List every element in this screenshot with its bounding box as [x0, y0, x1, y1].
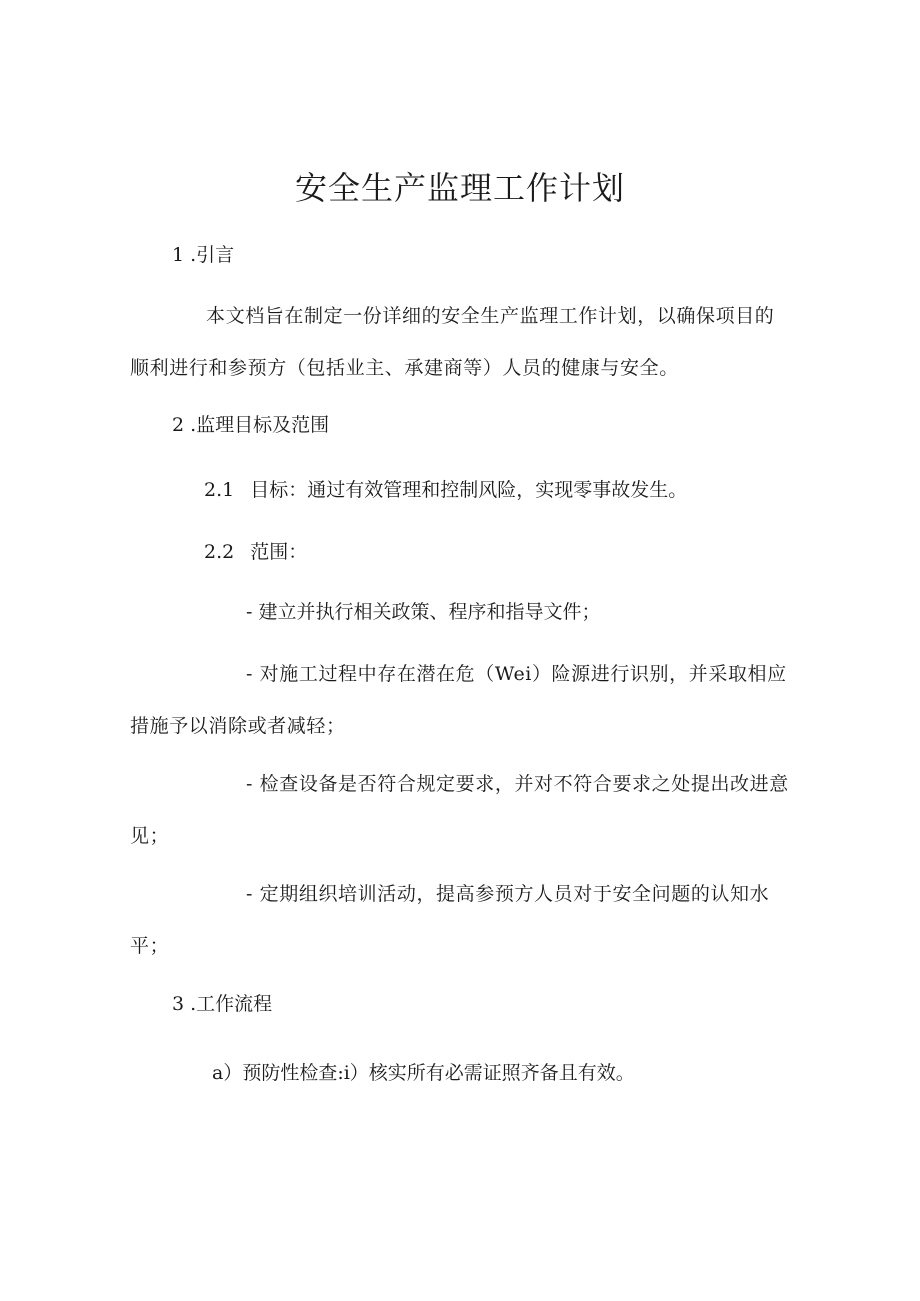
document-title: 安全生产监理工作计划 [294, 169, 625, 207]
scope-bullet-2: - 对施工过程中存在潜在危（Wei）险源进行识别，并采取相应措施予以消除或者减轻； [130, 663, 787, 737]
section-2-1-number: 2.1 [204, 479, 235, 501]
section-3-item-a: a）预防性检查:i）核实所有必需证照齐备且有效。 [212, 1062, 635, 1084]
section-1-heading: 1 .引言 [172, 244, 235, 266]
section-1-paragraph: 本文档旨在制定一份详细的安全生产监理工作计划，以确保项目的顺利进行和参预方（包括业主、承建商等）人员的健康与安全。 [130, 305, 775, 379]
scope-bullet-4: - 定期组织培训活动，提高参预方人员对于安全问题的认知水平； [130, 883, 770, 957]
section-2-1-text: 目标：通过有效管理和控制风险，实现零事故发生。 [250, 479, 688, 501]
scope-bullet-3: - 检查设备是否符合规定要求，并对不符合要求之处提出改进意见； [130, 773, 789, 847]
section-2-heading: 2 .监理目标及范围 [172, 414, 330, 436]
scope-bullet-1: - 建立并执行相关政策、程序和指导文件； [246, 601, 601, 623]
section-3-heading: 3 .工作流程 [172, 993, 273, 1015]
section-2-2-text: 范围： [250, 541, 308, 563]
section-2-2-number: 2.2 [204, 541, 235, 563]
section-2-2 [204, 538, 307, 566]
section-2-1 [204, 476, 687, 504]
